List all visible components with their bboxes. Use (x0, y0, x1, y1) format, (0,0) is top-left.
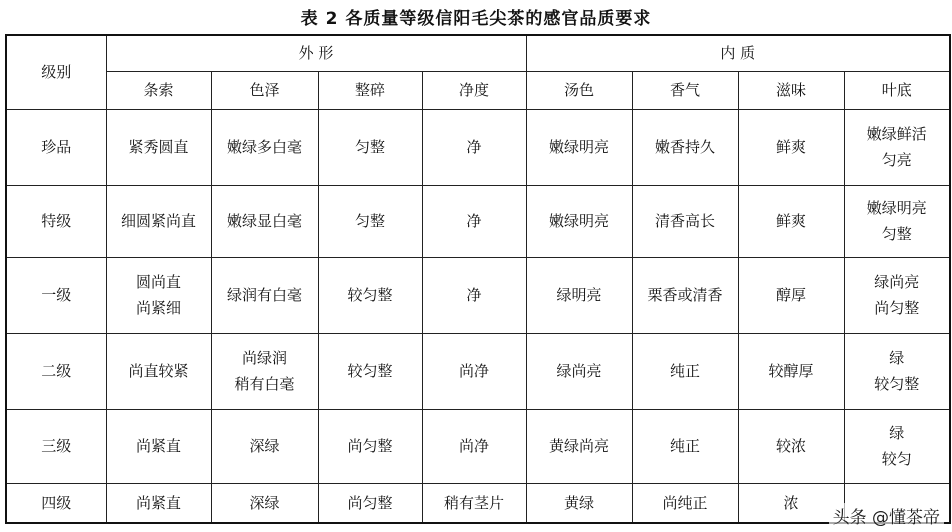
table-cell (632, 257, 738, 333)
cell-text: 匀整 (881, 225, 912, 243)
table-row (6, 409, 950, 483)
table-cell (318, 409, 422, 483)
table-cell (632, 185, 738, 257)
cell-text: 匀整 (354, 212, 385, 230)
cell-text: 鲜爽 (776, 212, 807, 230)
cell-text: 尚直较紧 (128, 362, 189, 380)
table-row (6, 109, 950, 185)
table-cell (526, 333, 632, 409)
table-cell (422, 257, 526, 333)
cell-text: 尚匀整 (347, 437, 393, 455)
col-header: 香气 (632, 71, 738, 109)
table-cell (211, 185, 318, 257)
table-cell (844, 333, 950, 409)
table-cell (422, 409, 526, 483)
table-cell (526, 483, 632, 523)
cell-text: 鲜爽 (776, 138, 807, 156)
cell-text: 绿明亮 (556, 286, 602, 304)
table-cell (211, 409, 318, 483)
table-cell (211, 333, 318, 409)
table-row (6, 483, 950, 523)
cell-text: 匀整 (354, 138, 385, 156)
cell-text: 绿 (889, 349, 905, 367)
cell-text: 较匀 (881, 450, 912, 468)
table-cell (738, 409, 844, 483)
table-cell (632, 409, 738, 483)
cell-text: 绿尚亮 (874, 273, 920, 291)
cell-text: 清香高长 (655, 212, 716, 230)
cell-text: 纯正 (670, 362, 701, 380)
table-cell (632, 483, 738, 523)
table-cell (738, 185, 844, 257)
table-cell (422, 109, 526, 185)
table-cell (106, 483, 211, 523)
table-cell (318, 185, 422, 257)
table-cell (844, 109, 950, 185)
table-cell (211, 483, 318, 523)
cell-text: 匀亮 (881, 151, 912, 169)
table-cell (106, 257, 211, 333)
cell-text: 尚匀整 (874, 299, 920, 317)
cell-text: 尚紧直 (135, 493, 181, 512)
table-cell (632, 109, 738, 185)
col-header: 色泽 (211, 71, 318, 109)
table-row (6, 333, 950, 409)
cell-text: 嫩绿多白毫 (226, 138, 302, 156)
cell-text: 尚绿润 (241, 349, 287, 367)
cell-text: 尚净 (459, 362, 490, 380)
cell-text: 较匀整 (347, 286, 393, 304)
table-cell (106, 409, 211, 483)
grade-cell: 四级 (6, 483, 106, 523)
cell-text: 绿润有白毫 (226, 286, 302, 304)
table-cell (106, 333, 211, 409)
cell-text: 嫩香持久 (655, 138, 716, 156)
cell-text: 净 (466, 138, 482, 156)
table-cell (318, 257, 422, 333)
cell-text: 稍有茎片 (444, 493, 505, 512)
cell-text: 尚纯正 (662, 493, 708, 512)
cell-text: 较醇厚 (768, 362, 814, 380)
grade-cell: 一级 (6, 257, 106, 333)
cell-text: 嫩绿明亮 (549, 212, 610, 230)
cell-text: 尚紧直 (135, 437, 181, 455)
cell-text: 嫩绿明亮 (866, 199, 927, 217)
table-cell (422, 333, 526, 409)
table-row (6, 185, 950, 257)
grade-cell: 三级 (6, 409, 106, 483)
cell-text: 细圆紧尚直 (120, 212, 196, 230)
cell-text: 黄绿尚亮 (549, 437, 610, 455)
table-cell (844, 185, 950, 257)
cell-text: 深绿 (249, 493, 280, 512)
table-cell (526, 185, 632, 257)
cell-text: 尚紧细 (135, 299, 181, 317)
grade-cell: 特级 (6, 185, 106, 257)
cell-text: 醇厚 (776, 286, 807, 304)
table-body (6, 109, 950, 523)
col-header: 滋味 (738, 71, 844, 109)
cell-text: 净 (466, 212, 482, 230)
cell-text: 嫩绿明亮 (549, 138, 610, 156)
table-cell (422, 483, 526, 523)
table-cell (106, 185, 211, 257)
table-cell (738, 257, 844, 333)
header-row-columns (6, 71, 950, 109)
cell-text: 纯正 (670, 437, 701, 455)
cell-text: 浓 (783, 493, 799, 512)
cell-text: 栗香或清香 (647, 286, 723, 304)
table-cell (211, 257, 318, 333)
cell-text: 尚净 (459, 437, 490, 455)
table-cell (318, 483, 422, 523)
cell-text: 净 (466, 286, 482, 304)
cell-text: 嫩绿鲜活 (866, 125, 927, 143)
cell-text: 较匀整 (347, 362, 393, 380)
cell-text: 较浓 (776, 437, 807, 455)
table-title: 表 2 各质量等级信阳毛尖茶的感官品质要求 (300, 9, 652, 29)
col-header: 汤色 (526, 71, 632, 109)
col-header: 条索 (106, 71, 211, 109)
watermark: 头条 @懂茶帝 (829, 503, 944, 528)
tea-grade-table (5, 34, 951, 524)
table-cell (526, 409, 632, 483)
cell-text: 稍有白毫 (234, 375, 295, 393)
header-quality: 内 质 (526, 35, 950, 71)
table-cell (526, 257, 632, 333)
col-header: 净度 (422, 71, 526, 109)
cell-text: 绿 (889, 424, 905, 442)
header-appearance: 外 形 (106, 35, 526, 71)
table-cell (318, 109, 422, 185)
table-cell (738, 109, 844, 185)
table-cell (422, 185, 526, 257)
header-grade: 级别 (6, 35, 106, 109)
cell-text: 黄绿 (564, 493, 595, 512)
table-cell (526, 109, 632, 185)
cell-text: 深绿 (249, 437, 280, 455)
cell-text: 嫩绿显白毫 (226, 212, 302, 230)
table-cell (211, 109, 318, 185)
col-header: 整碎 (318, 71, 422, 109)
cell-text: 尚匀整 (347, 493, 393, 512)
cell-text: 紧秀圆直 (128, 138, 189, 156)
header-row-top (6, 35, 950, 71)
cell-text: 圆尚直 (135, 273, 181, 291)
col-header: 叶底 (844, 71, 950, 109)
table-cell (632, 333, 738, 409)
grade-cell: 珍品 (6, 109, 106, 185)
cell-text: 绿尚亮 (556, 362, 602, 380)
cell-text: 较匀整 (874, 375, 920, 393)
table-cell (844, 409, 950, 483)
table-cell (844, 257, 950, 333)
table-cell (738, 333, 844, 409)
table-row (6, 257, 950, 333)
table-cell (318, 333, 422, 409)
table-cell (106, 109, 211, 185)
grade-cell: 二级 (6, 333, 106, 409)
